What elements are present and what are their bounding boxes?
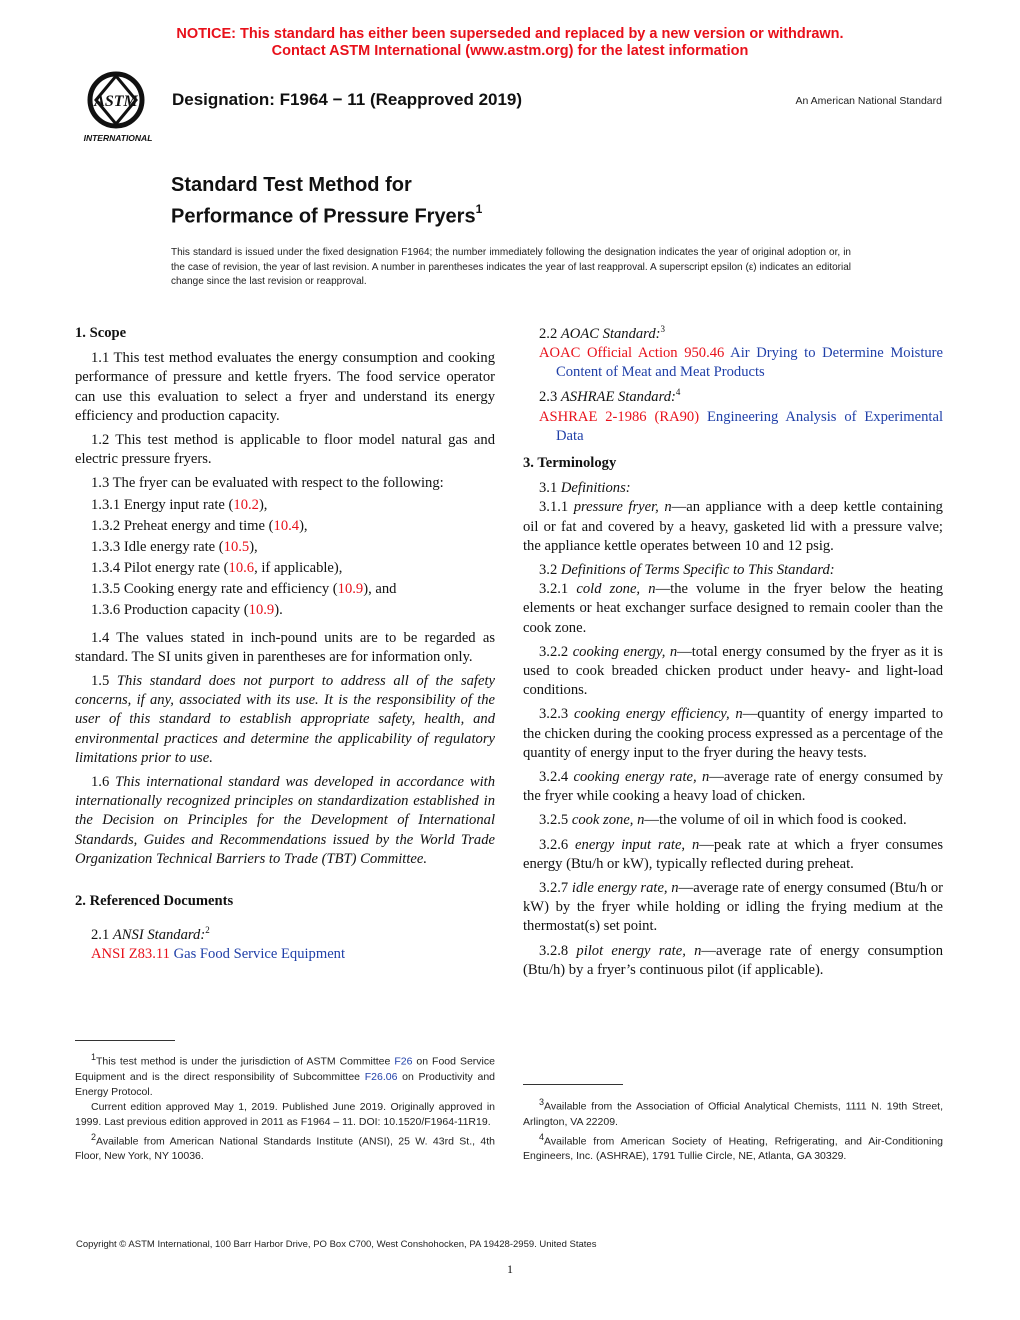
logo-wordmark: INTERNATIONAL bbox=[83, 133, 153, 143]
definition: 3.2.6 energy input rate, n—peak rate at which a fryer consumes energy (Btu/h or kW), typically reflected during preheat. bbox=[523, 836, 943, 872]
definition: 3.2.4 cooking energy rate, n—average rate of energy consumed by the fryer while cooking a heavy load of chicken. bbox=[523, 768, 943, 805]
definition: 3.2.1 cold zone, n—the volume in the fryer below the heating elements or heat exchanger surface designed to remain cooler than the cook zone. bbox=[523, 581, 943, 636]
ansi-code-link[interactable]: ANSI Z83.11 bbox=[91, 946, 170, 963]
ref-link[interactable]: 10.2 bbox=[233, 496, 259, 513]
left-column bbox=[75, 320, 495, 970]
ansi-reference bbox=[75, 945, 495, 964]
aoac-title-link[interactable]: Air Drying to Determine Moisture Content of Meat and Meat Products bbox=[556, 345, 944, 381]
astm-logo-icon bbox=[72, 70, 162, 146]
para-1-3: 1.3 The fryer can be evaluated with respect to the following: bbox=[91, 475, 444, 492]
para-1-2: 1.2 This test method is applicable to floor model natural gas and electric pressure fryers. bbox=[75, 432, 495, 468]
section-heading-scope: 1. Scope bbox=[75, 325, 127, 341]
para-3-2: 3.2 Definitions of Terms Specific to This Standard: bbox=[539, 561, 835, 578]
footnote-rule-left bbox=[75, 1040, 175, 1041]
scope-item: 1.3.1 Energy input rate (10.2), bbox=[91, 496, 268, 513]
para-2-3: 2.3 ASHRAE Standard:$^4$ bbox=[539, 387, 681, 406]
title-line-2: Performance of Pressure Fryers$^1$ bbox=[171, 202, 483, 228]
footnote-1-edition: Current edition approved May 1, 2019. Published June 2019. Originally approved in 1999. Last previous edition approved in 2011 as F1964 – 11. DOI: 10.1520/F1964-11R19. bbox=[75, 1100, 495, 1128]
copyright-line: Copyright © ASTM International, 100 Barr Harbor Drive, PO Box C700, West Conshohocken, PA 19428-2959. United States bbox=[76, 1239, 597, 1250]
ref-link[interactable]: 10.6 bbox=[228, 559, 255, 576]
definition: 3.2.7 idle energy rate, n—average rate of energy consumed (Btu/h or kW) by the fryer while holding or idling the frying medium at the thermostat(s) set point. bbox=[523, 880, 943, 935]
aoac-reference bbox=[523, 344, 943, 382]
astm-logo bbox=[72, 70, 162, 146]
definition: 3.2.8 pilot energy rate, n—average rate of energy consumption (Btu/h) by a fryer’s continuous pilot (if applicable). bbox=[523, 942, 943, 978]
title-line-1: Standard Test Method for bbox=[171, 174, 412, 196]
ref-link[interactable]: 10.9 bbox=[248, 601, 275, 618]
footnotes-right bbox=[523, 1095, 943, 1164]
logo-letters: ASTM bbox=[94, 93, 138, 110]
scope-item: 1.3.4 Pilot energy rate (10.6, if applicable), bbox=[91, 559, 343, 576]
footnote-rule-right bbox=[523, 1084, 623, 1085]
designation: Designation: F1964 − 11 (Reapproved 2019) bbox=[172, 90, 523, 109]
notice-line-2: Contact ASTM International (www.astm.org) for the latest information bbox=[271, 43, 749, 59]
ref-link[interactable]: 10.4 bbox=[273, 517, 300, 534]
ref-link[interactable]: 10.9 bbox=[337, 580, 364, 597]
ashrae-code-link[interactable]: ASHRAE 2-1986 (RA90) bbox=[539, 408, 700, 425]
american-national-standard-label: An American National Standard bbox=[795, 95, 942, 107]
para-1-5: 1.5 This standard does not purport to address all of the safety concerns, if any, associated with its use. It is the responsibility of the user of this standard to establish appropriate safety, health, and environmental practices and determine the applicability of regulatory limitations prior to use. bbox=[75, 673, 495, 766]
definition: 3.1.1 pressure fryer, n—an appliance with a deep kettle containing oil or fat and covered by a heavy, gasketed lid with a pressure valve; the appliance kettle operates between 10 and 12 psig. bbox=[523, 499, 943, 554]
aoac-code-link[interactable]: AOAC Official Action 950.46 bbox=[539, 345, 725, 362]
scope-item: 1.3.2 Preheat energy and time (10.4), bbox=[91, 517, 308, 534]
subcommittee-f26-06-link[interactable]: F26.06 bbox=[364, 1070, 398, 1083]
ashrae-title-link[interactable]: Engineering Analysis of Experimental Data bbox=[556, 408, 943, 444]
footnote-4: $^4$Available from American Society of Heating, Refrigerating, and Air-Conditioning Engineers, Inc. (ASHRAE), 1791 Tullie Circle, NE, Atlanta, GA 30329. bbox=[523, 1131, 943, 1162]
definition: 3.2.5 cook zone, n—the volume of oil in which food is cooked. bbox=[539, 812, 907, 829]
scope-item: 1.3.6 Production capacity (10.9). bbox=[91, 601, 283, 618]
notice-line-1: NOTICE: This standard has either been superseded and replaced by a new version or withdrawn. bbox=[176, 26, 844, 42]
page-number: 1 bbox=[507, 1262, 513, 1276]
scope-item: 1.3.5 Cooking energy rate and efficiency (10.9), and bbox=[91, 580, 397, 597]
section-heading-terminology: 3. Terminology bbox=[523, 454, 617, 471]
committee-f26-link[interactable]: F26 bbox=[394, 1055, 413, 1068]
footnote-3: $^3$Available from the Association of Official Analytical Chemists, 1111 N. 19th Street, Arlington, VA 22209. bbox=[523, 1097, 943, 1128]
footnote-2: $^2$Available from American National Standards Institute (ANSI), 25 W. 43rd St., 4th Floor, New York, NY 10036. bbox=[75, 1131, 495, 1162]
para-3-1: 3.1 Definitions: bbox=[539, 480, 631, 497]
definition: 3.2.2 cooking energy, n—total energy consumed by the fryer as it is used to cook breaded chicken product under heavy- and light-load conditions. bbox=[523, 643, 943, 699]
footnote-1: $^1$This test method is under the jurisdiction of ASTM Committee F26 on Food Service Equipment and is the direct responsibility of Subcommittee F26.06 on Productivity and Energy Protocol. bbox=[75, 1052, 495, 1098]
footnotes-left bbox=[75, 1050, 495, 1164]
scope-item: 1.3.3 Idle energy rate (10.5), bbox=[91, 538, 258, 555]
right-column bbox=[523, 320, 943, 985]
ashrae-reference bbox=[523, 408, 943, 446]
superseded-notice bbox=[0, 26, 1020, 60]
para-1-1: 1.1 This test method evaluates the energy consumption and cooking performance of pressure and kettle fryers. The food service operator can use this evaluation to select a fryer and understand its energy efficiency and production capacity. bbox=[75, 350, 495, 424]
ref-link[interactable]: 10.5 bbox=[223, 538, 250, 555]
ansi-title-link[interactable]: Gas Food Service Equipment bbox=[173, 946, 346, 963]
issue-note: This standard is issued under the fixed designation F1964; the number immediately following the designation indicates the year of original adoption or, in the case of revision, the year of last revision. A number in parentheses indicates the year of last reapproval. A superscript epsilon (ε) indicates an editorial change since the last revision or reapproval. bbox=[171, 247, 851, 287]
para-2-1: 2.1 ANSI Standard:$^2$ bbox=[91, 925, 210, 944]
document-title bbox=[171, 172, 482, 230]
section-heading-referenced-documents: 2. Referenced Documents bbox=[75, 893, 234, 910]
para-2-2: 2.2 AOAC Standard:$^3$ bbox=[539, 324, 665, 342]
para-1-4: 1.4 The values stated in inch-pound units are to be regarded as standard. The SI units given in parentheses are for information only. bbox=[75, 629, 495, 665]
definition: 3.2.3 cooking energy efficiency, n—quantity of energy imparted to the chicken during the cooking process expressed as a percentage of the quantity of energy input to the fryer during the heavy tests. bbox=[523, 706, 943, 761]
para-1-6: 1.6 This international standard was developed in accordance with internationally recognized principles on standardization established in the Decision on Principles for the Development of International Standards, Guides and Recommendations issued by the World Trade Organization Technical Barriers to Trade (TBT) Committee. bbox=[75, 774, 496, 867]
title-footnote-ref[interactable]: 1 bbox=[475, 202, 483, 216]
